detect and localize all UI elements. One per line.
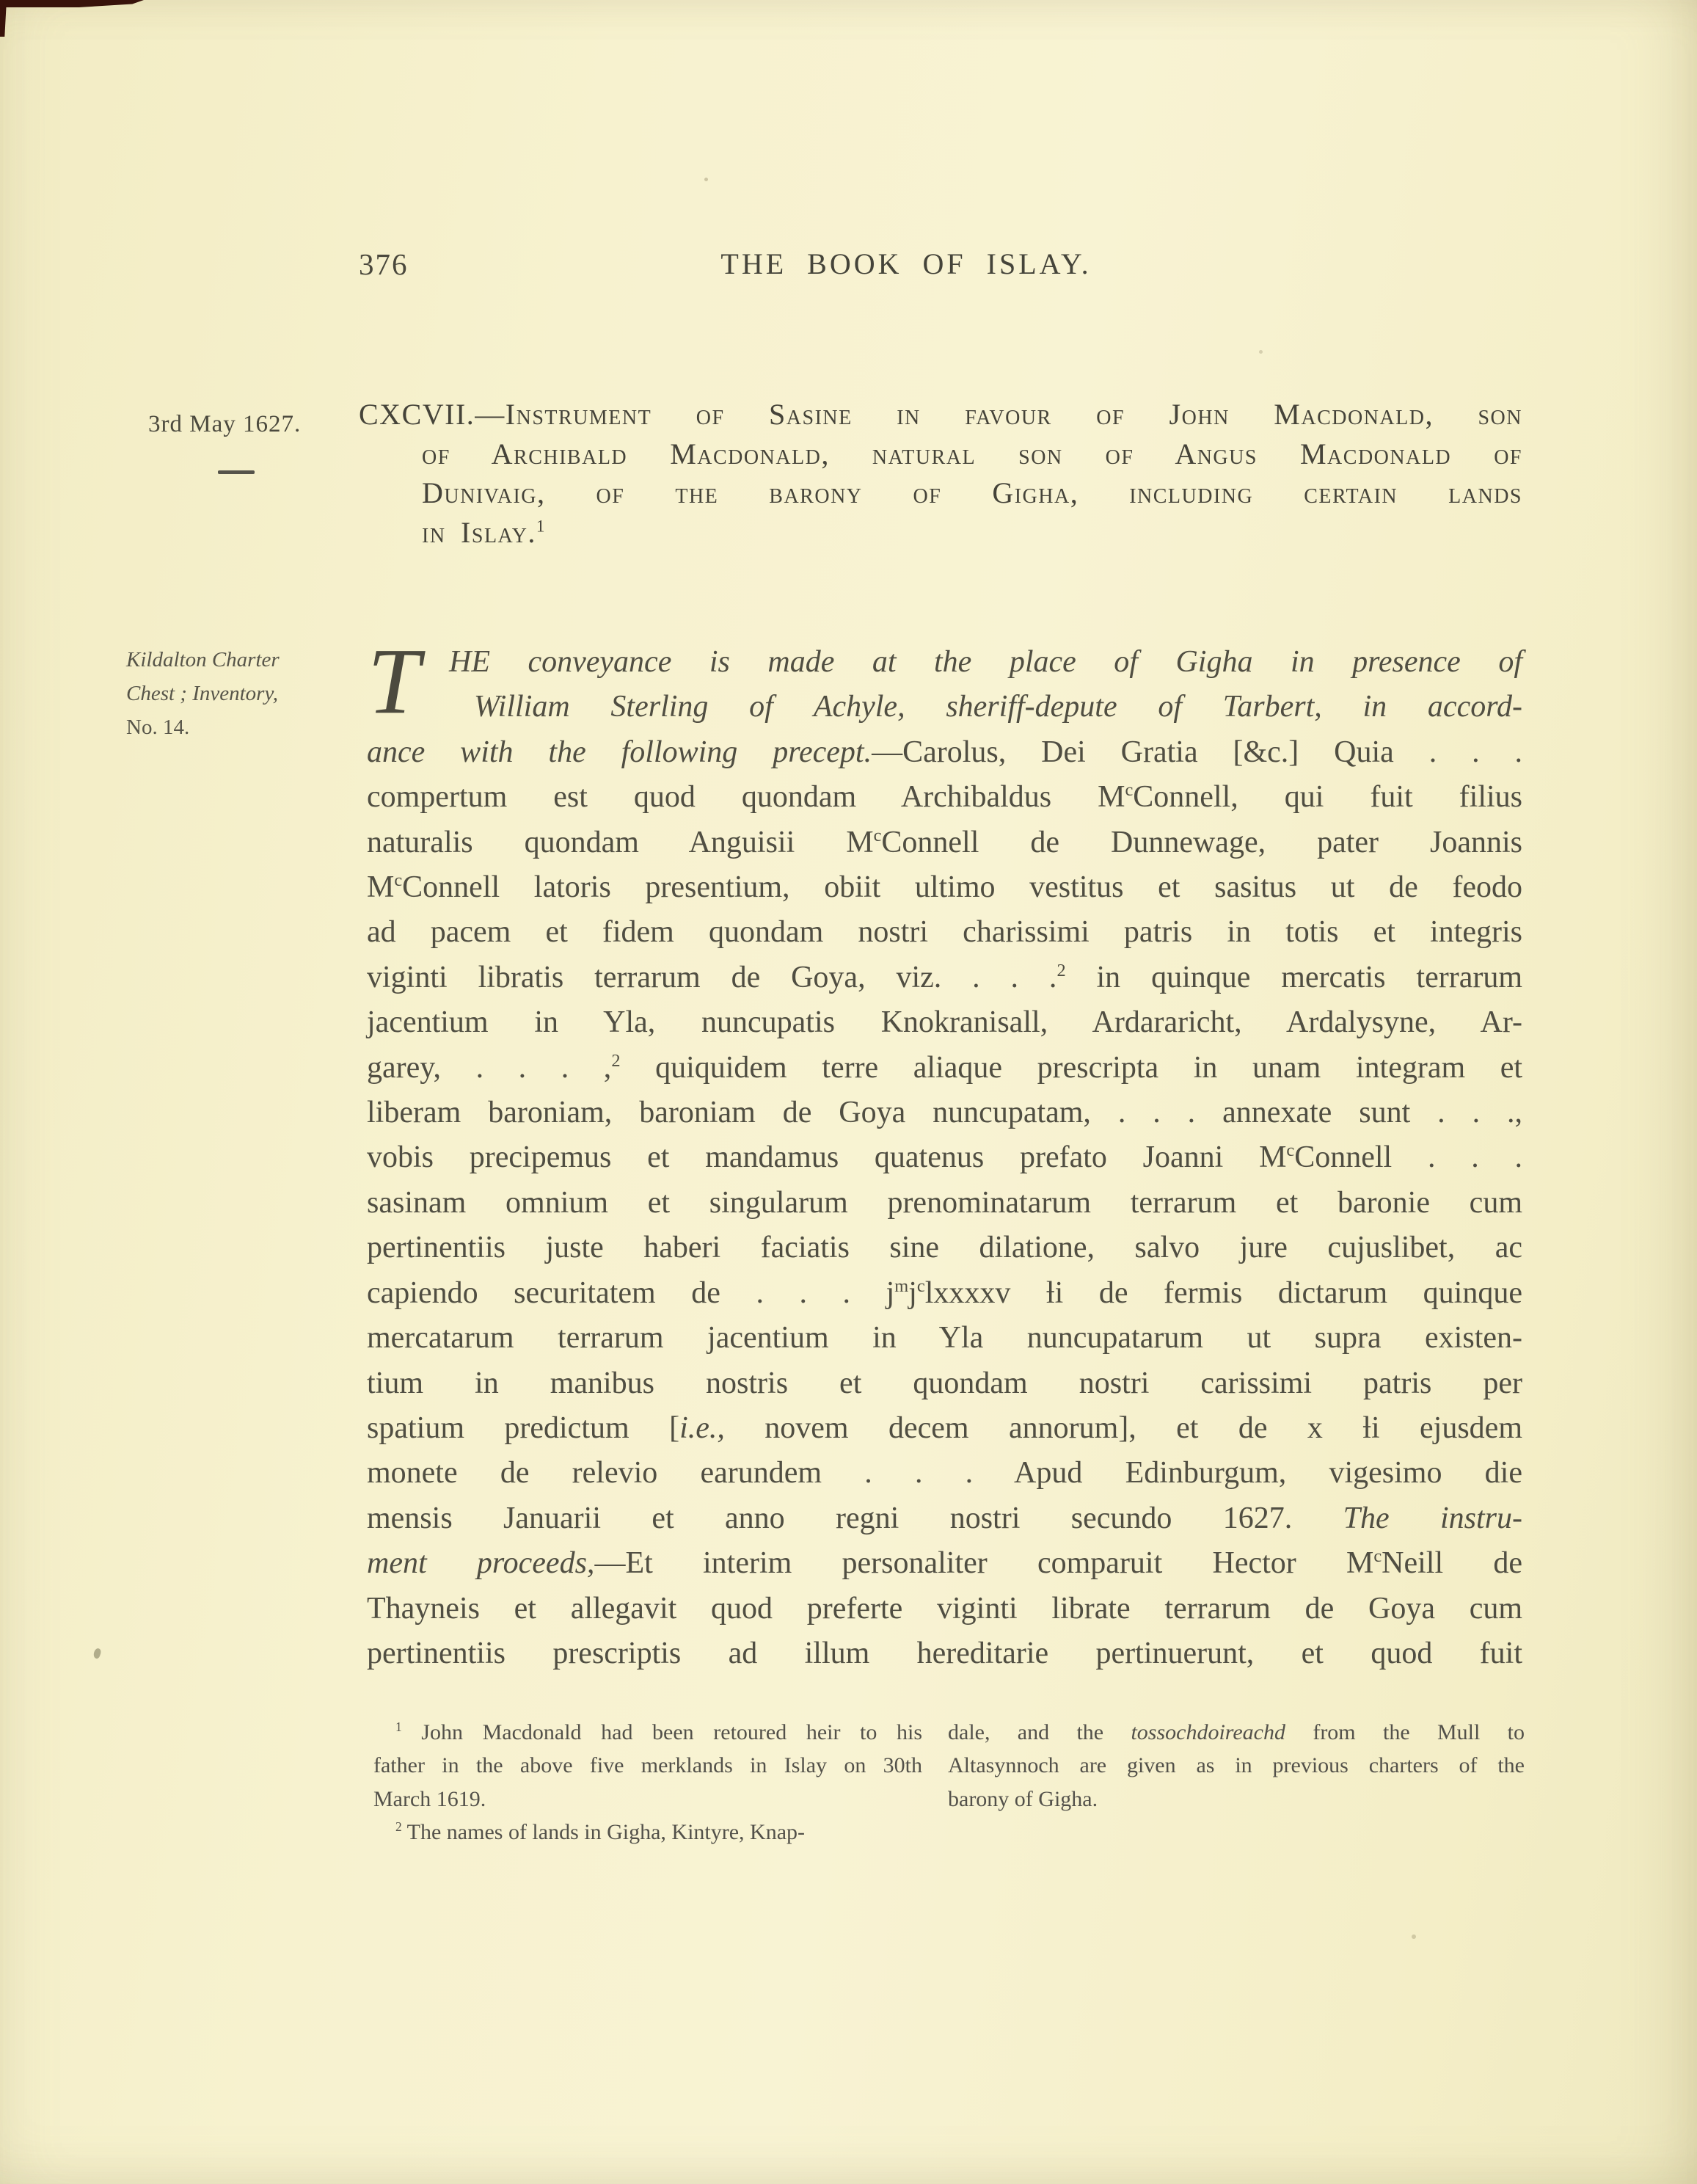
text-line: pertinentiis prescriptis ad illum hereditarie pertinuerunt, et quod fuit [367, 1636, 1522, 1670]
text-line: viginti libratis terrarum de Goya, viz. . . .$^2$ in quinque mercatis terrarum [367, 960, 1522, 994]
text-line: naturalis quondam Anguisii $M^cConnell$ de Dunnewage, pater Joannis [367, 825, 1522, 859]
body-text [367, 640, 1522, 1676]
margin-date: 3rd May 1627. [148, 411, 302, 437]
running-title: THE BOOK OF ISLAY. [720, 247, 1092, 280]
text-line: $^2$ The names of lands in Gigha, Kintyre, Knap- [395, 1819, 806, 1845]
text-line: William Sterling of Achyle, sheriff-depute of Tarbert, in accord- [474, 690, 1522, 724]
text-line: HE conveyance is made at the place of Gigha in presence of [449, 645, 1522, 679]
text-line: sasinam omnium et singularum prenominatarum terrarum et baronie cum [367, 1185, 1522, 1220]
text-line: CXCVII.—Instrument of Sasine in favour of John Macdonald, son [359, 398, 1522, 431]
drop-cap: T [368, 629, 420, 733]
text-line: father in the above five merklands in Islay on 30th [373, 1753, 922, 1778]
text-line: ment proceeds,—Et interim personaliter comparuit Hector $M^cNeill$ de [367, 1546, 1523, 1581]
text-line: Altasynnoch are given as in previous charters of the [948, 1753, 1525, 1778]
text-line: tium in manibus nostris et quondam nostri carissimi patris per [367, 1366, 1522, 1400]
text-line: liberam baroniam, baroniam de Goya nuncupatam, . . . annexate sunt . . ., [367, 1096, 1522, 1130]
text-line: garey, . . . ,$^2$ quiquidem terre aliaque prescripta in unam integram et [367, 1050, 1523, 1085]
footnote-column-left [373, 1716, 922, 1849]
text-line: $M^cConnell$ latoris presentium, obiit ultimo vestitus et sasitus ut de feodo [367, 870, 1522, 905]
scan-speck [704, 178, 708, 181]
text-line: jacentium in Yla, nuncupatis Knokranisall, Ardararicht, Ardalysyne, Ar- [367, 1005, 1522, 1040]
text-line: capiendo securitatem de . . . $j^mj^clxxxxv$ ƚi de fermis dictarum quinque [367, 1275, 1522, 1310]
page-number: 376 [359, 247, 409, 281]
margin-source-note [126, 643, 339, 744]
text-line: ad pacem et fidem quondam nostri charissimi patris in totis et integris [367, 915, 1522, 950]
text-line: vobis precipemus et mandamus quatenus prefato Joanni $M^cConnell$ . . . [367, 1140, 1523, 1175]
text-line: March 1619. [373, 1786, 486, 1811]
text-line: in Islay.$^1$ [422, 515, 547, 549]
text-line: of Archibald Macdonald, natural son of Angus Macdonald of [422, 437, 1522, 470]
text-line: Dunivaig, of the barony of Gigha, including certain lands [422, 476, 1522, 509]
scan-speck [92, 1648, 102, 1659]
text-line: dale, and the tossochdoireachd from the Mull to [948, 1720, 1525, 1744]
text-line: monete de relevio earundem . . . Apud Edinburgum, vigesimo die [367, 1456, 1522, 1490]
text-line: Kildalton Charter [126, 648, 280, 671]
margin-date-rule [218, 470, 255, 474]
text-line: Chest ; Inventory, [126, 682, 278, 705]
text-line: pertinentiis juste haberi faciatis sine dilatione, salvo jure cujuslibet, ac [367, 1231, 1522, 1265]
text-line: spatium predictum [i.e., novem decem annorum], et de x ƚi ejusdem [367, 1410, 1522, 1445]
text-line: mercatarum terrarum jacentium in Yla nuncupatarum ut supra existen- [367, 1321, 1522, 1355]
text-line: mensis Januarii et anno regni nostri secundo 1627. The instru- [367, 1501, 1523, 1535]
text-line: No. 14. [126, 716, 190, 739]
text-line: $^1$ John Macdonald had been retoured heir to his [395, 1719, 922, 1744]
text-line: compertum est quod quondam Archibaldus $M^cConnell$, qui fuit filius [367, 780, 1522, 815]
scan-speck [1259, 350, 1263, 354]
text-line: Thayneis et allegavit quod preferte viginti librate terrarum de Goya cum [367, 1591, 1522, 1626]
text-line: ance with the following precept.—Carolus, Dei Gratia [&c.] Quia . . . [367, 735, 1522, 769]
text-line: barony of Gigha. [948, 1786, 1098, 1811]
footnote-column-right [948, 1716, 1525, 1816]
scan-artifact-left-edge [0, 0, 7, 37]
scan-artifact-top-edge [0, 0, 144, 7]
scan-speck [1412, 1934, 1416, 1939]
entry-heading [359, 395, 1522, 552]
